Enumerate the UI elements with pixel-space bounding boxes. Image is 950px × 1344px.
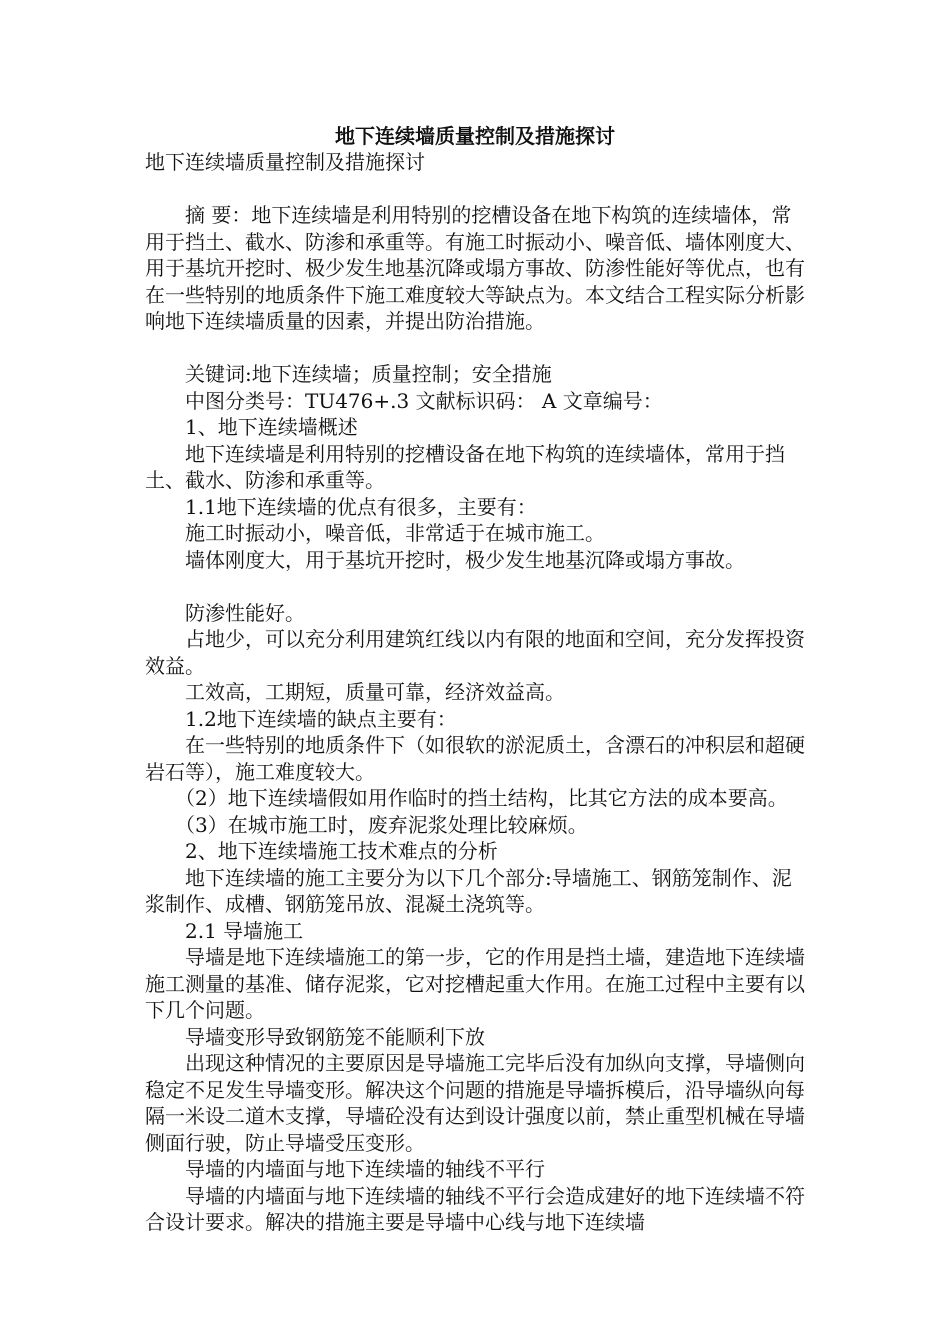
paragraph: 地下连续墙是利用特别的挖槽设备在地下构筑的连续墙体，常用于挡土、截水、防渗和承重等。 [145, 441, 785, 492]
paragraph: 出现这种情况的主要原因是导墙施工完毕后没有加纵向支撑，导墙侧向稳定不足发生导墙变形。解决这个问题的措施是导墙拆模后，沿导墙纵向每隔一米设二道木支撑，导墙砼没有达到设计强度以前，禁止重型机械在导墙侧面行驶，防止导墙受压变形。 [145, 1051, 805, 1155]
document-title: 地下连续墙质量控制及措施探讨 [335, 124, 615, 148]
paragraph: 防渗性能好。 [145, 600, 305, 625]
paragraph: 导墙的内墙面与地下连续墙的轴线不平行 [145, 1157, 545, 1181]
blank-line [145, 176, 810, 203]
paragraph: 地下连续墙的施工主要分为以下几个部分:导墙施工、钢筋笼制作、泥浆制作、成槽、钢筋笼吊放、混凝土浇筑等。 [145, 865, 792, 916]
paragraph: 导墙的内墙面与地下连续墙的轴线不平行会造成建好的地下连续墙不符合设计要求。解决的措施主要是导墙中心线与地下连续墙 [145, 1183, 805, 1234]
document-body [145, 149, 810, 1236]
paragraph: （3）在城市施工时，废弃泥浆处理比较麻烦。 [145, 812, 588, 837]
paragraph: （2）地下连续墙假如用作临时的挡土结构，比其它方法的成本要高。 [145, 786, 788, 810]
paragraph: 2、地下连续墙施工技术难点的分析 [145, 839, 498, 863]
paragraph: 施工时振动小，噪音低，非常适于在城市施工。 [145, 521, 605, 545]
paragraph: 导墙变形导致钢筋笼不能顺利下放 [145, 1024, 485, 1049]
paragraph: 在一些特别的地质条件下（如很软的淤泥质土，含漂石的冲积层和超硬岩石等），施工难度较大。 [145, 733, 805, 784]
paragraph: 1、地下连续墙概述 [145, 415, 358, 439]
paragraph: 关键词:地下连续墙；质量控制；安全措施 [145, 362, 552, 386]
paragraph: 1.1地下连续墙的优点有很多，主要有： [145, 494, 537, 519]
paragraph: 导墙是地下连续墙施工的第一步，它的作用是挡土墙，建造地下连续墙施工测量的基准、储存泥浆，它对挖槽起重大作用。在施工过程中主要有以下几个问题。 [145, 945, 805, 1022]
paragraph: 占地少，可以充分利用建筑红线以内有限的地面和空间，充分发挥投资效益。 [145, 627, 805, 678]
blank-line [145, 335, 810, 362]
paragraph: 摘 要：地下连续墙是利用特别的挖槽设备在地下构筑的连续墙体，常用于挡土、截水、防渗和承重等。有施工时振动小、噪音低、墙体刚度大、用于基坑开挖时、极少发生地基沉降或塌方事故、防渗性能好等优点，也有在一些特别的地质条件下施工难度较大等缺点为。本文结合工程实际分析影响地下连续墙质量的因素，并提出防治措施。 [145, 203, 805, 333]
paragraph: 1.2地下连续墙的缺点主要有： [145, 706, 457, 731]
paragraph: 工效高，工期短，质量可靠，经济效益高。 [145, 680, 565, 704]
paragraph: 墙体刚度大，用于基坑开挖时，极少发生地基沉降或塌方事故。 [145, 547, 745, 572]
document-subtitle: 地下连续墙质量控制及措施探讨 [145, 150, 425, 174]
paragraph: 2.1 导墙施工 [145, 918, 304, 943]
blank-line [145, 573, 810, 600]
paragraph: 中图分类号：TU476+.3 文献标识码： A 文章编号： [145, 388, 663, 413]
